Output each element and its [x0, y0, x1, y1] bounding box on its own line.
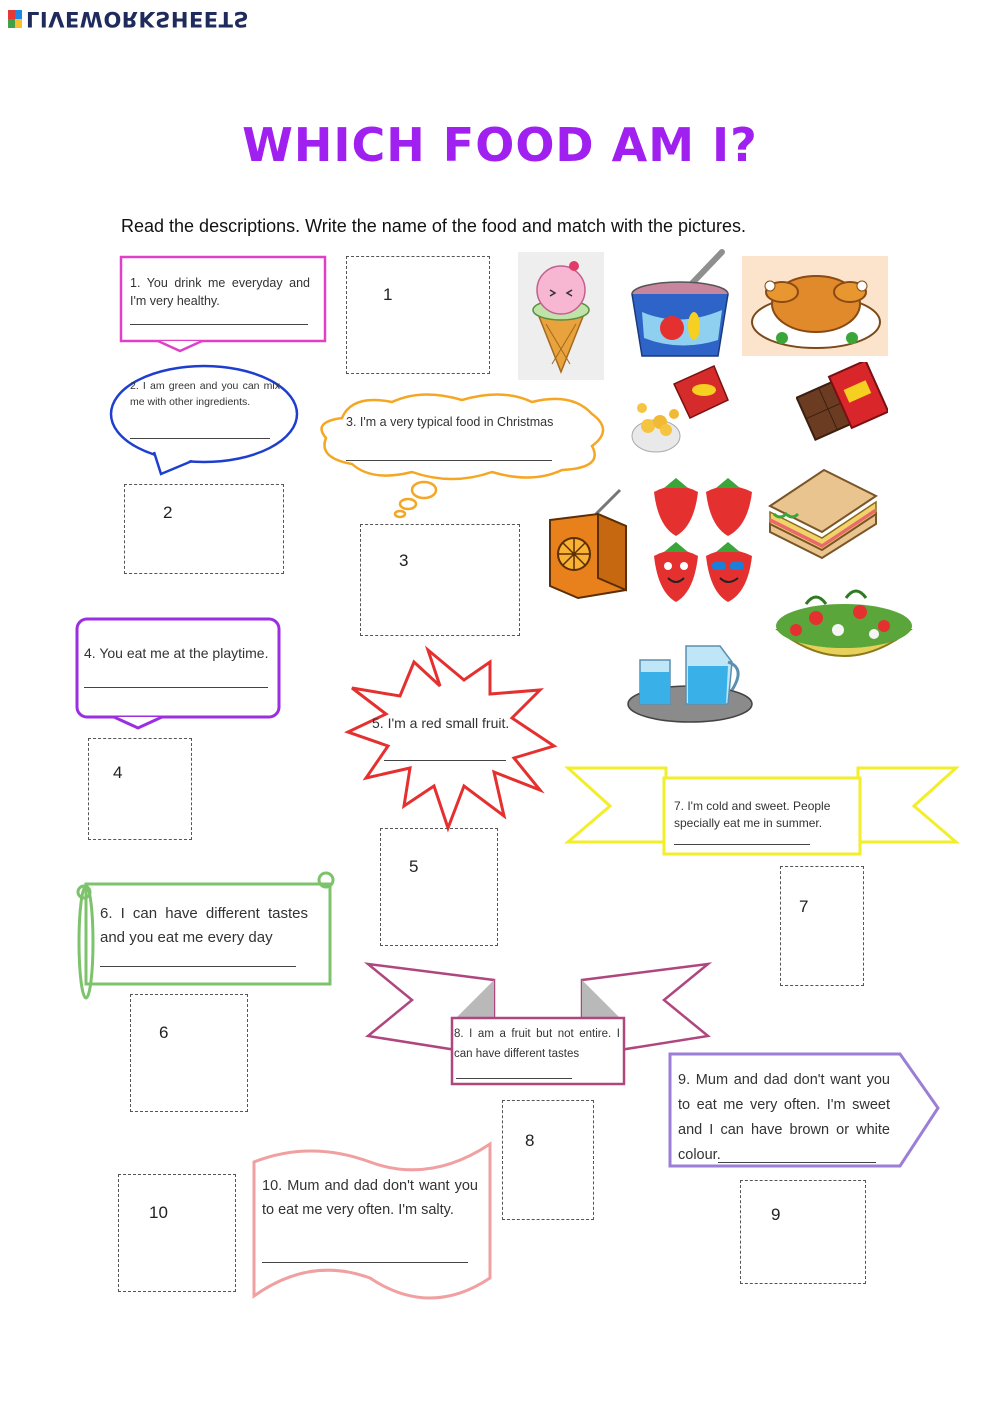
answer-box-number: 7	[799, 897, 809, 916]
question-7-text: 7. I'm cold and sweet. People specially eat me in summer.	[674, 799, 831, 830]
crisps-picture[interactable]	[628, 364, 730, 456]
question-1-answer-line[interactable]	[130, 324, 308, 325]
answer-box-1[interactable]	[346, 256, 490, 374]
yogurt-picture[interactable]	[626, 248, 734, 362]
answer-box-number: 6	[159, 1023, 169, 1042]
strawberries-picture[interactable]	[648, 474, 760, 606]
question-2-answer-line[interactable]	[130, 438, 270, 439]
question-5-answer-line[interactable]	[384, 760, 506, 761]
roast-turkey-picture[interactable]	[742, 256, 888, 356]
instructions: Read the descriptions. Write the name of the food and match with the pictures.	[121, 216, 747, 236]
question-10-answer-line[interactable]	[262, 1262, 468, 1263]
answer-box-2[interactable]	[124, 484, 284, 574]
question-8-answer-line[interactable]	[456, 1078, 572, 1079]
question-7-answer-line[interactable]	[674, 844, 810, 845]
answer-box-4[interactable]	[88, 738, 192, 840]
question-5-bubble	[344, 648, 560, 838]
answer-box-number: 5	[409, 857, 419, 876]
question-1-text: 1. You drink me everyday and I'm very healthy.	[130, 276, 310, 308]
question-2-text: 2. I am green and you can mix me with other ingredients.	[130, 380, 280, 408]
question-9-text: 9. Mum and dad don't want you to eat me very often. I'm sweet and I can have brown or white colour.	[678, 1072, 890, 1163]
answer-box-number: 3	[399, 551, 409, 570]
chocolate-picture[interactable]	[796, 362, 888, 448]
answer-box-number: 9	[771, 1205, 781, 1224]
answer-box-number: 4	[113, 763, 123, 782]
question-4-text: 4. You eat me at the playtime.	[84, 645, 269, 661]
question-9-answer-line[interactable]	[718, 1162, 876, 1163]
question-5-text: 5. I'm a red small fruit.	[372, 715, 510, 731]
page-title: WHICH FOOD AM I?	[242, 118, 758, 172]
salad-picture[interactable]	[766, 582, 920, 672]
answer-box-9[interactable]	[740, 1180, 866, 1284]
question-4-bubble	[74, 616, 282, 730]
answer-box-number: 10	[149, 1203, 168, 1222]
question-4-answer-line[interactable]	[84, 687, 268, 688]
question-10-text: 10. Mum and dad don't want you to eat me very often. I'm salty.	[262, 1178, 478, 1218]
orange-juice-picture[interactable]	[546, 486, 632, 600]
brand-header	[8, 6, 249, 32]
answer-box-number: 1	[383, 285, 393, 304]
answer-box-5[interactable]	[380, 828, 498, 946]
water-picture[interactable]	[624, 632, 756, 724]
ice-cream-picture[interactable]	[518, 252, 604, 380]
sandwich-picture[interactable]	[764, 466, 882, 560]
answer-box-7[interactable]	[780, 866, 864, 986]
question-3-answer-line[interactable]	[346, 460, 552, 461]
answer-box-6[interactable]	[130, 994, 248, 1112]
brand-name: LIVEWORKSHEETS	[26, 7, 250, 31]
answer-box-8[interactable]	[502, 1100, 594, 1220]
question-6-text: 6. I can have different tastes and you eat me every day	[100, 905, 308, 946]
question-8-text: 8. I am a fruit but not entire. I can have different tastes	[454, 1028, 620, 1060]
answer-box-10[interactable]	[118, 1174, 236, 1292]
brand-logo-icon	[8, 10, 22, 28]
answer-box-3[interactable]	[360, 524, 520, 636]
question-3-text: 3. I'm a very typical food in Christmas	[346, 415, 554, 429]
answer-box-number: 8	[525, 1131, 535, 1150]
question-6-answer-line[interactable]	[100, 966, 296, 967]
answer-box-number: 2	[163, 503, 173, 522]
